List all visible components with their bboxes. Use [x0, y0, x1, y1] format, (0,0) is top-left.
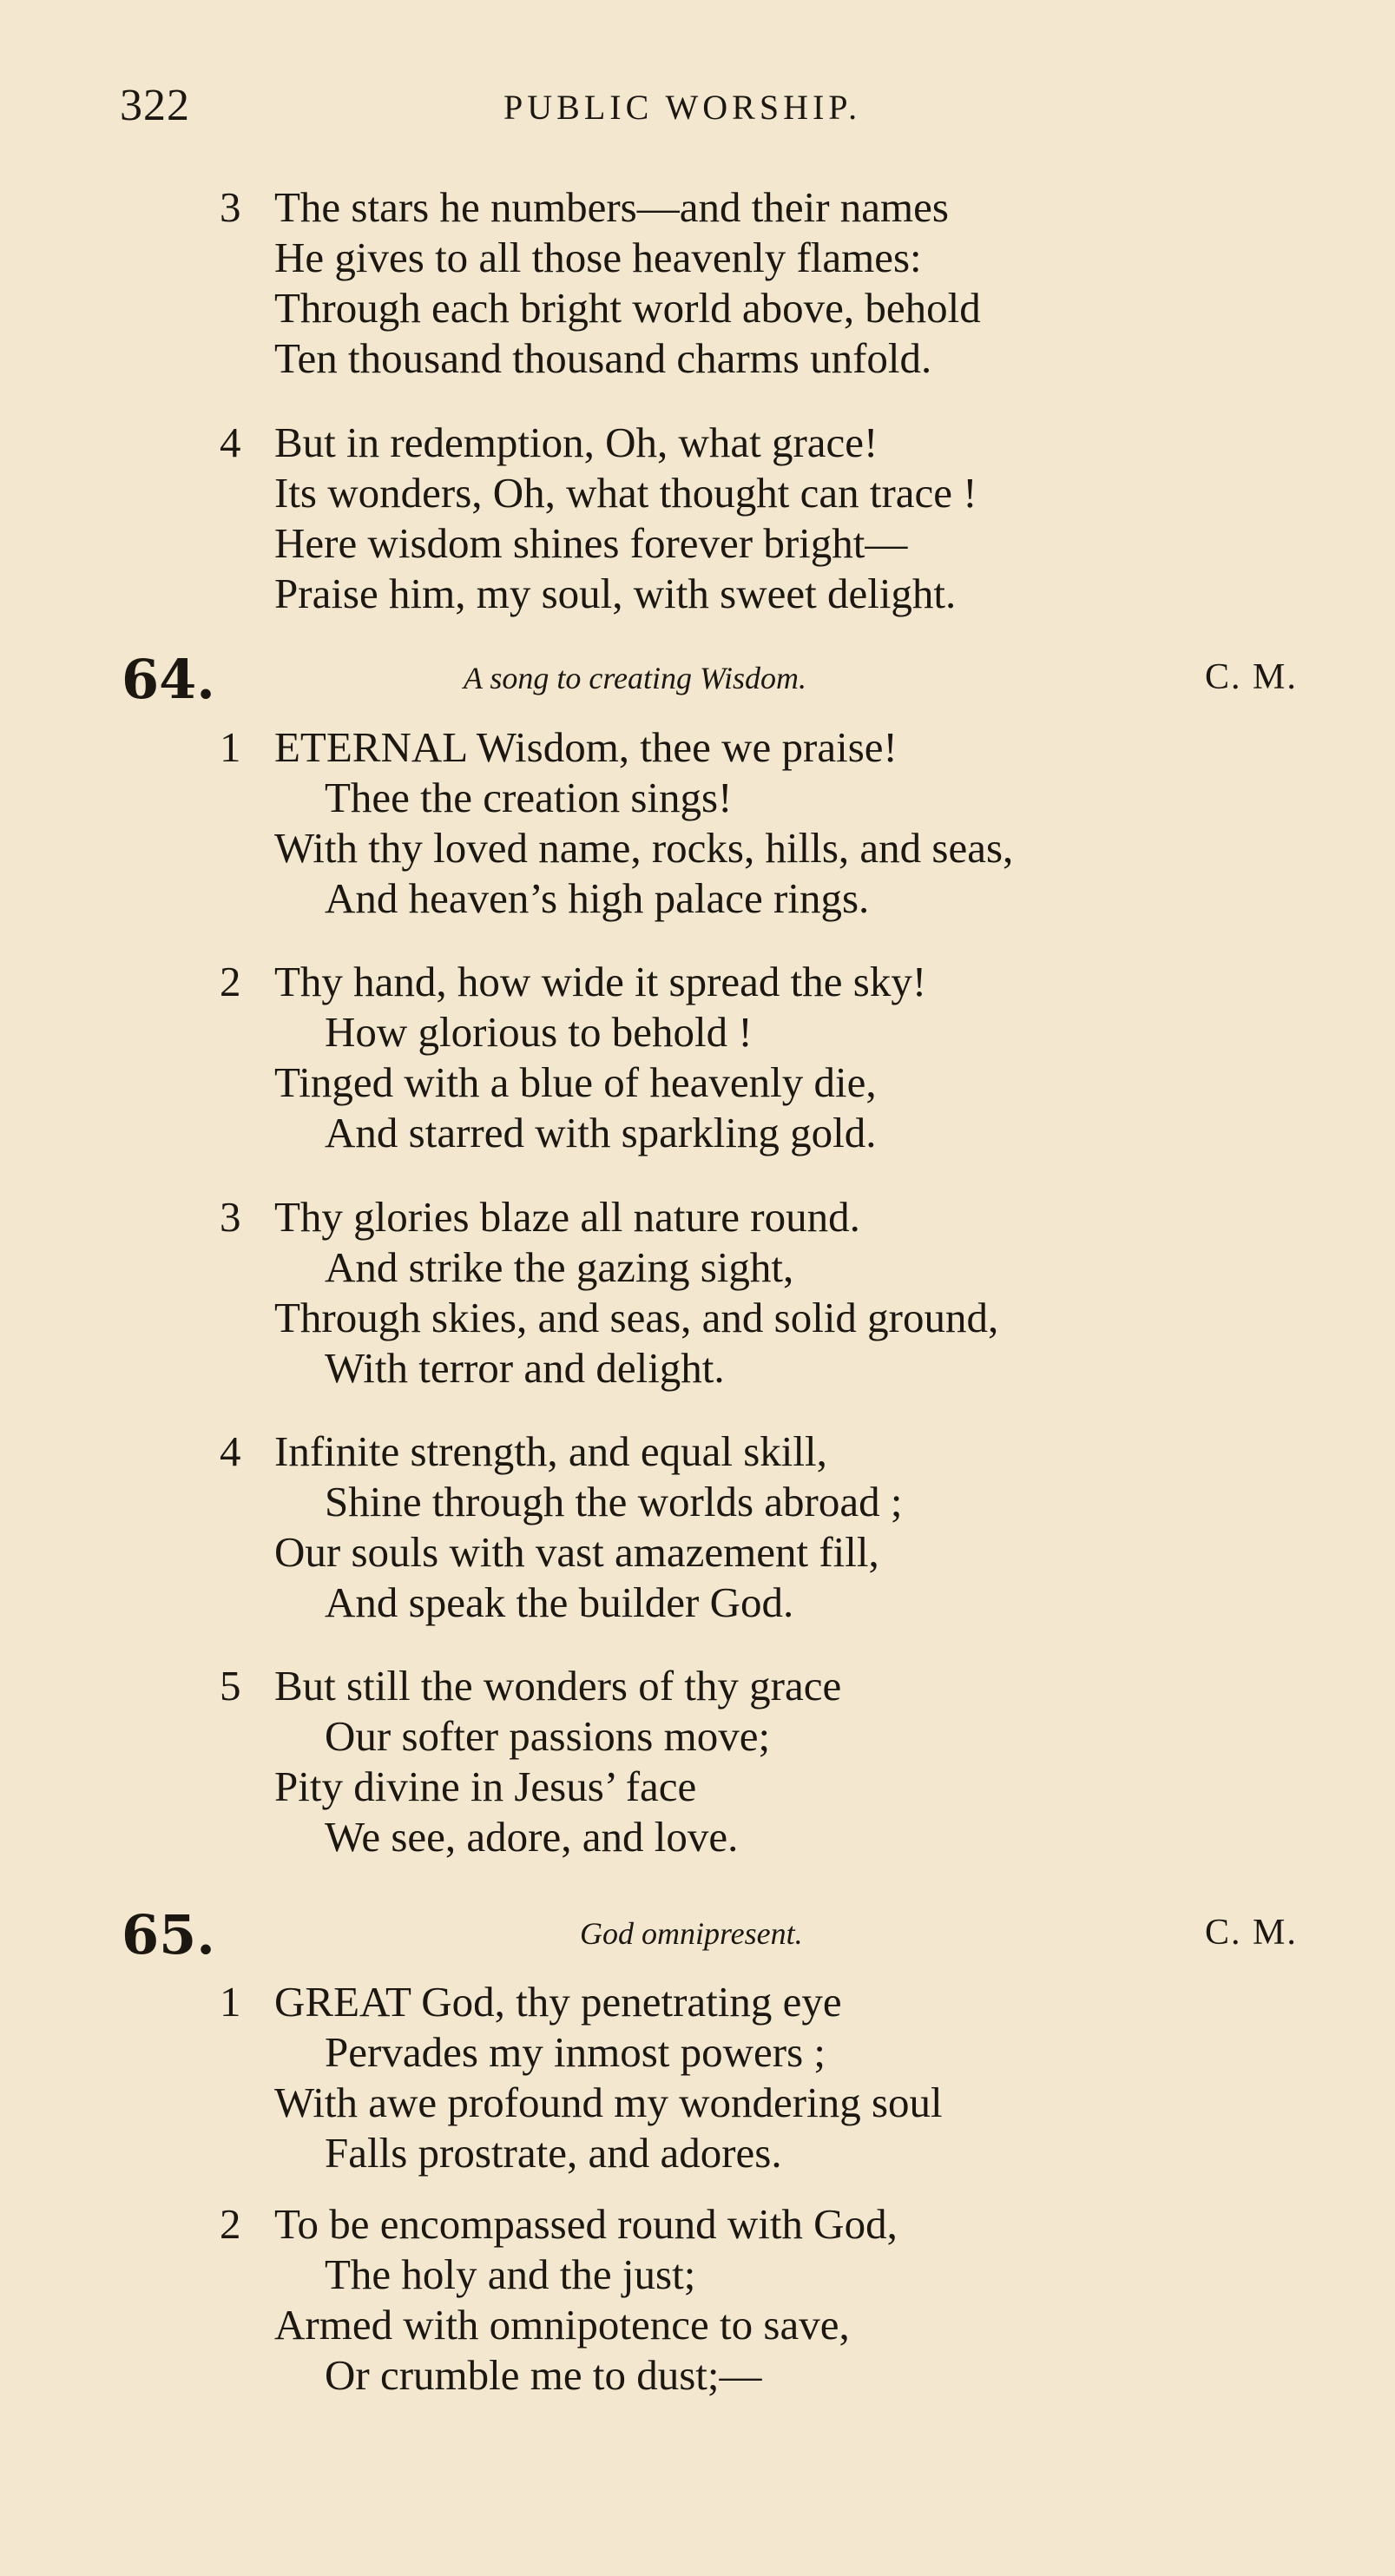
- stanza-number: 2: [220, 2200, 241, 2248]
- hymn-number: 64.: [122, 648, 215, 711]
- verse-line: Here wisdom shines forever bright—: [274, 519, 908, 567]
- verse-line: We see, adore, and love.: [325, 1813, 739, 1861]
- stanza-number: 1: [220, 1978, 241, 2026]
- hymn-meter: C. M.: [1205, 657, 1298, 697]
- verse-line: Armed with omnipotence to save,: [274, 2301, 850, 2349]
- stanza-number: 4: [220, 1427, 241, 1475]
- verse-line: He gives to all those heavenly flames:: [274, 234, 922, 281]
- verse-line: Praise him, my soul, with sweet delight.: [274, 570, 957, 617]
- verse-line: The stars he numbers—and their names: [274, 183, 949, 231]
- verse-line: Ten thousand thousand charms unfold.: [274, 334, 932, 382]
- hymn-title: A song to creating Wisdom.: [464, 661, 806, 695]
- verse-line: Tinged with a blue of heavenly die,: [274, 1058, 877, 1106]
- stanza-number: 3: [220, 183, 241, 231]
- verse-line: GREAT God, thy penetrating eye: [274, 1978, 842, 2026]
- verse-line: Thee the creation sings!: [325, 774, 733, 821]
- stanza-number: 3: [220, 1193, 241, 1241]
- stanza-number: 4: [220, 418, 241, 466]
- hymn-65-heading: [0, 1903, 1395, 1967]
- verse-line: How glorious to behold !: [325, 1008, 753, 1056]
- stanza-number: 1: [220, 723, 241, 771]
- verse-line: And starred with sparkling gold.: [325, 1109, 877, 1156]
- verse-line: With awe profound my wondering soul: [274, 2079, 943, 2126]
- verse-line: Pity divine in Jesus’ face: [274, 1762, 697, 1810]
- verse-line: Through each bright world above, behold: [274, 284, 981, 332]
- verse-line: The holy and the just;: [325, 2250, 696, 2298]
- running-title: PUBLIC WORSHIP.: [503, 88, 862, 127]
- verse-line: Thy glories blaze all nature round.: [274, 1193, 860, 1241]
- verse-line: Infinite strength, and equal skill,: [274, 1427, 827, 1475]
- verse-line: With thy loved name, rocks, hills, and seas,: [274, 824, 1014, 872]
- hymn-title: God omnipresent.: [580, 1916, 803, 1951]
- hymn-number: 65.: [122, 1903, 215, 1967]
- verse-line: ETERNAL Wisdom, thee we praise!: [274, 723, 898, 771]
- verse-line: Our softer passions move;: [325, 1712, 771, 1760]
- hymn-64-heading: [0, 648, 1395, 711]
- verse-line: And heaven’s high palace rings.: [325, 874, 870, 922]
- verse-line: Falls prostrate, and adores.: [325, 2129, 782, 2177]
- verse-line: And speak the builder God.: [325, 1578, 794, 1626]
- stanza-number: 5: [220, 1662, 241, 1710]
- verse-line: With terror and delight.: [325, 1344, 725, 1392]
- verse-line: Through skies, and seas, and solid ground,: [274, 1294, 999, 1341]
- verse-line: But still the wonders of thy grace: [274, 1662, 842, 1710]
- verse-line: To be encompassed round with God,: [274, 2200, 898, 2248]
- verse-line: Thy hand, how wide it spread the sky!: [274, 958, 927, 1005]
- stanza-number: 2: [220, 958, 241, 1005]
- verse-line: Its wonders, Oh, what thought can trace !: [274, 469, 977, 517]
- verse-line: Pervades my inmost powers ;: [325, 2028, 826, 2076]
- page-number: 322: [120, 81, 190, 130]
- verse-line: But in redemption, Oh, what grace!: [274, 418, 878, 466]
- verse-line: And strike the gazing sight,: [325, 1243, 794, 1291]
- hymn-meter: C. M.: [1205, 1913, 1298, 1953]
- verse-line: Our souls with vast amazement fill,: [274, 1528, 879, 1576]
- verse-line: Shine through the worlds abroad ;: [325, 1478, 903, 1525]
- verse-line: Or crumble me to dust;—: [325, 2351, 762, 2399]
